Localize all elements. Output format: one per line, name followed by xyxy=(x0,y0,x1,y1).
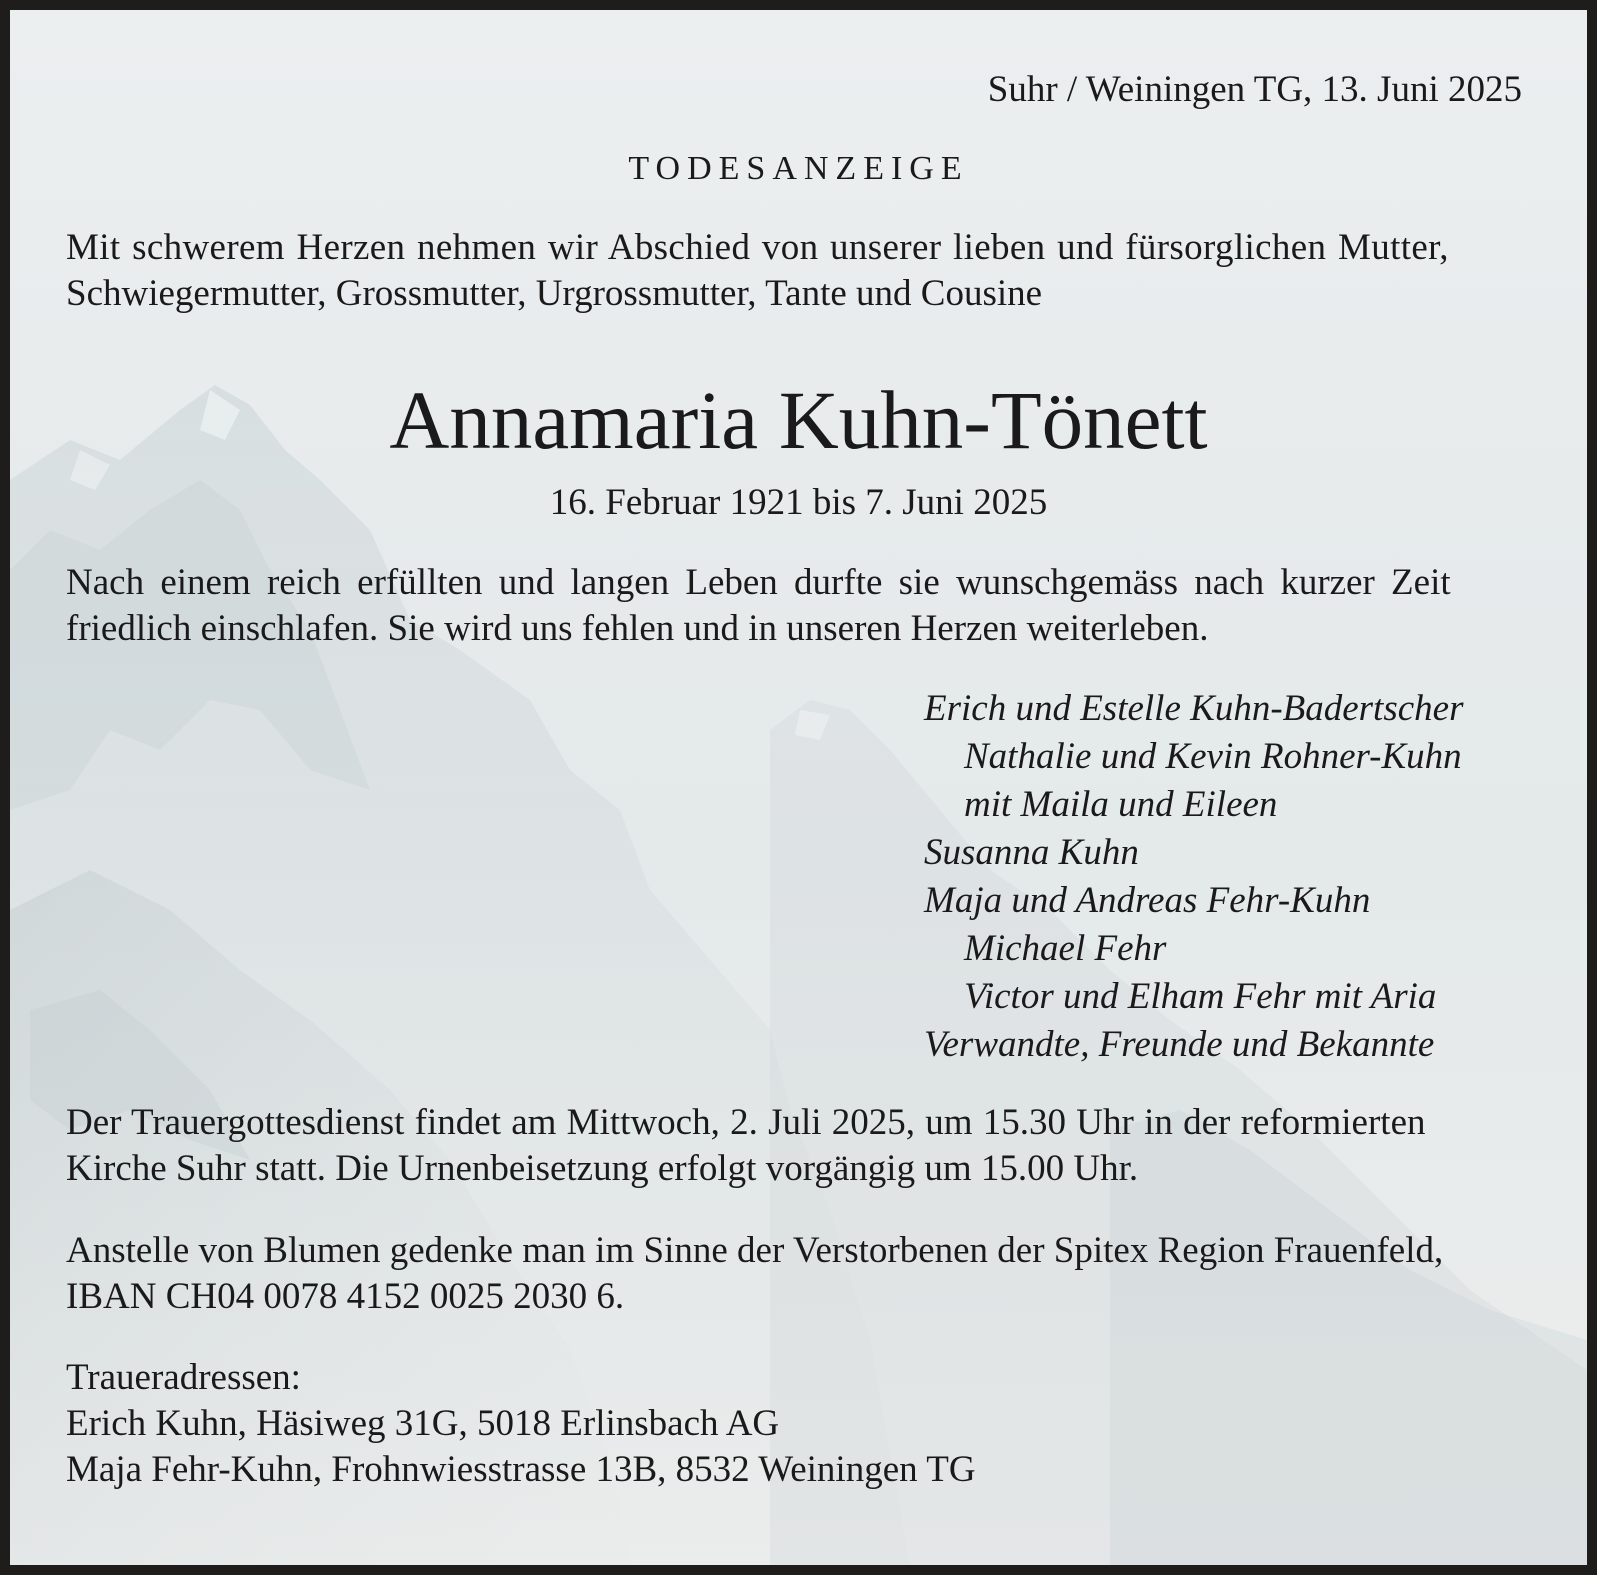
donation-paragraph xyxy=(66,1228,1512,1320)
place-date: Suhr / Weiningen TG, 13. Juni 2025 xyxy=(987,69,1522,110)
mourner-line: Nathalie und Kevin Rohner-Kuhn xyxy=(964,736,1462,777)
message-paragraph xyxy=(66,560,1512,652)
service-line-2: Kirche Suhr statt. Die Urnenbeisetzung erfolgt vorgängig um 15.00 Uhr. xyxy=(66,1148,1139,1189)
addresses-label: Traueradressen: xyxy=(66,1357,301,1398)
address-line-1: Erich Kuhn, Häsiweg 31G, 5018 Erlinsbach AG xyxy=(66,1403,780,1444)
mourner-line: Susanna Kuhn xyxy=(924,832,1139,873)
service-paragraph xyxy=(66,1100,1512,1192)
mourner-line: Erich und Estelle Kuhn-Badertscher xyxy=(924,688,1464,729)
intro-line-1: Mit schwerem Herzen nehmen wir Abschied von unserer lieben und fürsorglichen Mutter, xyxy=(66,227,1449,268)
life-dates: 16. Februar 1921 bis 7. Juni 2025 xyxy=(549,482,1048,523)
mourner-line: Michael Fehr xyxy=(964,928,1167,969)
mourner-line: Verwandte, Freunde und Bekannte xyxy=(924,1024,1435,1065)
mourner-line: Victor und Elham Fehr mit Aria xyxy=(964,976,1437,1017)
notice-heading: TODESANZEIGE xyxy=(628,150,969,187)
donation-line-2: IBAN CH04 0078 4152 0025 2030 6. xyxy=(66,1276,625,1317)
service-line-1: Der Trauergottesdienst findet am Mittwoch, 2. Juli 2025, um 15.30 Uhr in der reformierten xyxy=(66,1102,1426,1143)
intro-paragraph xyxy=(66,225,1512,317)
deceased-name: Annamaria Kuhn-Tönett xyxy=(389,374,1208,466)
address-line-2: Maja Fehr-Kuhn, Frohnwiesstrasse 13B, 8532 Weiningen TG xyxy=(66,1449,976,1490)
message-line-1: Nach einem reich erfüllten und langen Leben durfte sie wunschgemäss nach kurzer Zeit xyxy=(66,562,1451,603)
mourner-line: Maja und Andreas Fehr-Kuhn xyxy=(924,880,1371,921)
addresses-block xyxy=(66,1355,1512,1493)
intro-line-2: Schwiegermutter, Grossmutter, Urgrossmutter, Tante und Cousine xyxy=(66,273,1043,314)
donation-line-1: Anstelle von Blumen gedenke man im Sinne der Verstorbenen der Spitex Region Frauenfeld, xyxy=(66,1230,1444,1271)
mourner-line: mit Maila und Eileen xyxy=(964,784,1278,825)
message-line-2: friedlich einschlafen. Sie wird uns fehlen und in unseren Herzen weiterleben. xyxy=(66,608,1209,649)
